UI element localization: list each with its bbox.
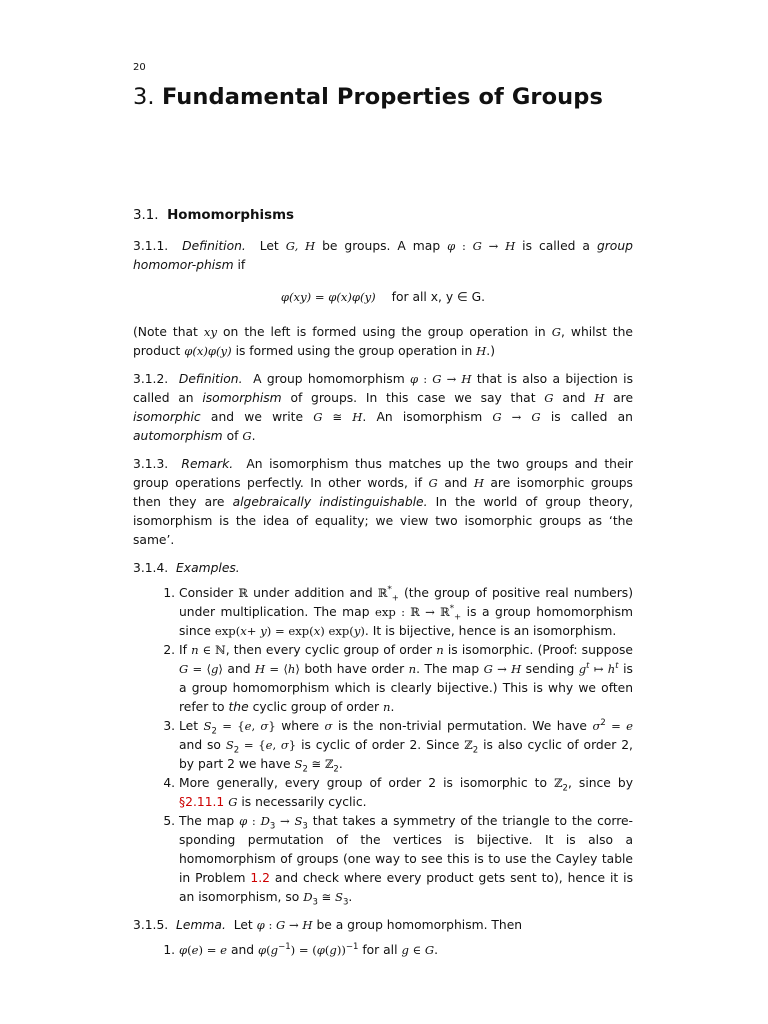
section-number: 3.1. (133, 208, 159, 223)
section-title: Homomorphisms (167, 208, 294, 223)
examples-3-1-4-heading: 3.1.4. Examples. (133, 561, 240, 575)
lemma-list (133, 941, 633, 960)
chapter-number: 3. (133, 84, 155, 110)
page-content (133, 237, 633, 969)
definition-3-1-1: 3.1.1. Definition. Let G, H be groups. A map φ : G → H is called a group homomor-phism if (133, 239, 633, 272)
reference-link[interactable]: 1.2 (250, 871, 270, 885)
note-paragraph: (Note that xy on the left is formed using the group operation in G, whilst the product φ(x)φ(y) is formed using the group operation in H.) (133, 325, 633, 358)
chapter-title-text: Fundamental Properties of Groups (161, 84, 603, 110)
chapter-title (133, 84, 603, 110)
list-item: 1. φ(e) = e and $\varphi(g^{-1}) = (\varphi(g))^{-1}$ for all g ∈ G. (179, 941, 633, 960)
definition-3-1-2: 3.1.2. Definition. A group homomorphism φ : G → H that is also a bijection is called an isomorphism of groups. In this case we say that G and H are isomorphic and we write G ≅ H. An isomorphism G → G is called an automorphism of G. (133, 372, 634, 443)
list-item: 4. More generally, every group of order 2 is isomorphic to ℤ$_2$, since by §2.11.1 G is necessarily cyclic. (179, 774, 633, 812)
page-number: 20 (133, 62, 146, 73)
list-item: 5. The map φ : $D_3 \to S_3$ that takes a symmetry of the triangle to the corre-sponding permutation of the vertices is bijective. It is also a homomorphism of groups (one way to see this is to use the Cayley table in Problem 1.2 and check where every product gets sent to), hence it is an isomorphism, so $D_3$ ≅ $S_3$. (179, 812, 633, 907)
list-item: 1. Consider ℝ under addition and ℝ*$_+$ (the group of positive real numbers) under multiplication. The map exp : ℝ → ℝ*$_+$ is a group homomorphism since exp(x+ y) = exp(x) exp(y). It is bijective, hence is an isomorphism. (179, 584, 633, 641)
list-item: 2. If n ∈ ℕ, then every cyclic group of order n is isomorphic. (Proof: suppose G = ⟨g⟩ and H = ⟨h⟩ both have order n. The map G → H sending $g^t$ ↦ $h^t$ is a group homomorphism which is clearly bijective.) This is why we often refer to the cyclic group of order n. (179, 641, 633, 717)
lemma-3-1-5: 3.1.5. Lemma. Let φ : G → H be a group homomorphism. Then (133, 918, 523, 932)
examples-list (133, 584, 633, 907)
list-item: 3. Let $S_2 = \{e$, σ} where σ is the non-trivial permutation. We have $\sigma^2 = e$ and so $S_2 = \{e$, σ} is cyclic of order 2. Since ℤ$_2$ is also cyclic of order 2, by part 2 we have $S_2$ ≅ ℤ$_2$. (179, 717, 633, 774)
homomorphism-equation: φ(xy) = φ(x)φ(y) for all x, y ∈ G. (280, 290, 486, 304)
remark-3-1-3: 3.1.3. Remark. An isomorphism thus matches up the two groups and their group operations perfectly. In other words, if G and H are isomorphic groups then they are algebraically indistinguishable. In the world of group theory, isomorphism is the idea of equality; we view two isomorphic groups as ‘the same’. (133, 457, 633, 547)
reference-link[interactable]: §2.11.1 (179, 795, 225, 809)
section-heading (133, 208, 294, 223)
